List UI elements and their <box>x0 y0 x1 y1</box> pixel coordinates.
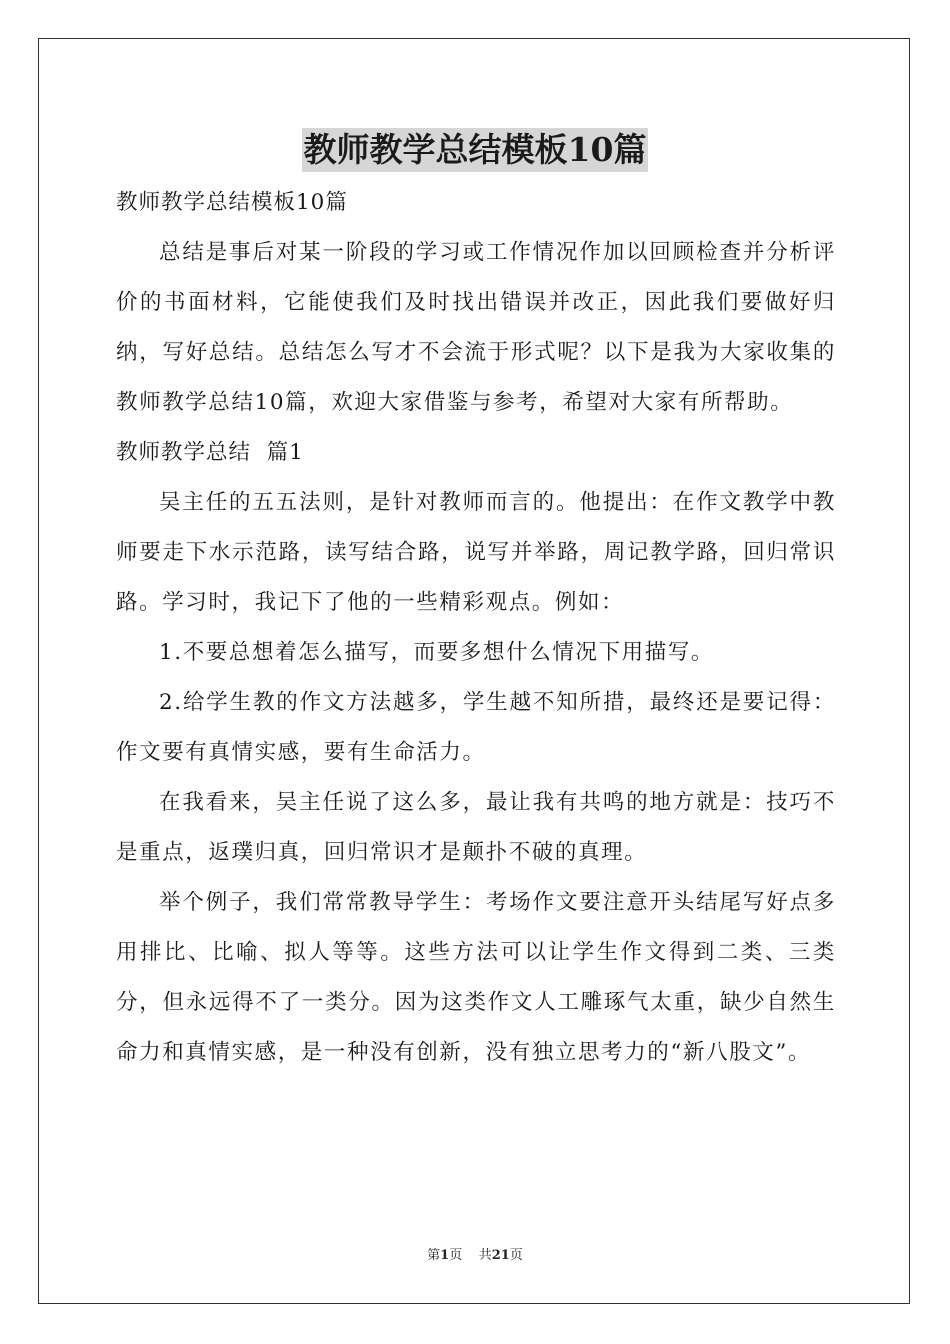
page-prefix: 第 <box>427 1248 441 1263</box>
body-paragraph: 1.不要总想着怎么描写，而要多想什么情况下用描写。 <box>159 640 715 665</box>
document-title: 教师教学总结模板10篇 <box>302 128 649 172</box>
document-body <box>116 178 836 1078</box>
total-suffix: 页 <box>509 1248 523 1263</box>
total-pages: 21 <box>491 1248 510 1263</box>
body-paragraph: 在我看来，吴主任说了这么多，最让我有共鸣的地方就是：技巧不是重点，返璞归真，回归常识才是颠扑不破的真理。 <box>116 790 836 865</box>
page-footer <box>0 1244 950 1263</box>
page-suffix: 页 <box>449 1248 463 1263</box>
page-number: 1 <box>440 1248 450 1263</box>
body-paragraph: 吴主任的五五法则，是针对教师而言的。他提出：在作文教学中教师要走下水示范路，读写结合路，说写并举路，周记教学路，回归常识路。学习时，我记下了他的一些精彩观点。例如： <box>116 490 836 615</box>
document-subtitle: 教师教学总结模板10篇 <box>116 190 348 215</box>
title-container <box>0 128 950 172</box>
total-prefix: 共 <box>478 1248 492 1263</box>
section-heading: 教师教学总结 篇1 <box>116 440 304 465</box>
intro-paragraph: 总结是事后对某一阶段的学习或工作情况作加以回顾检查并分析评价的书面材料，它能使我们及时找出错误并改正，因此我们要做好归纳，写好总结。总结怎么写才不会流于形式呢？以下是我为大家收集的教师教学总结10篇，欢迎大家借鉴与参考，希望对大家有所帮助。 <box>116 240 836 415</box>
body-paragraph: 举个例子，我们常常教导学生：考场作文要注意开头结尾写好点多用排比、比喻、拟人等等。这些方法可以让学生作文得到二类、三类分，但永远得不了一类分。因为这类作文人工雕琢气太重，缺少自然生命力和真情实感，是一种没有创新，没有独立思考力的“新八股文”。 <box>116 890 836 1065</box>
body-paragraph: 2.给学生教的作文方法越多，学生越不知所措，最终还是要记得：作文要有真情实感，要有生命活力。 <box>116 690 836 765</box>
